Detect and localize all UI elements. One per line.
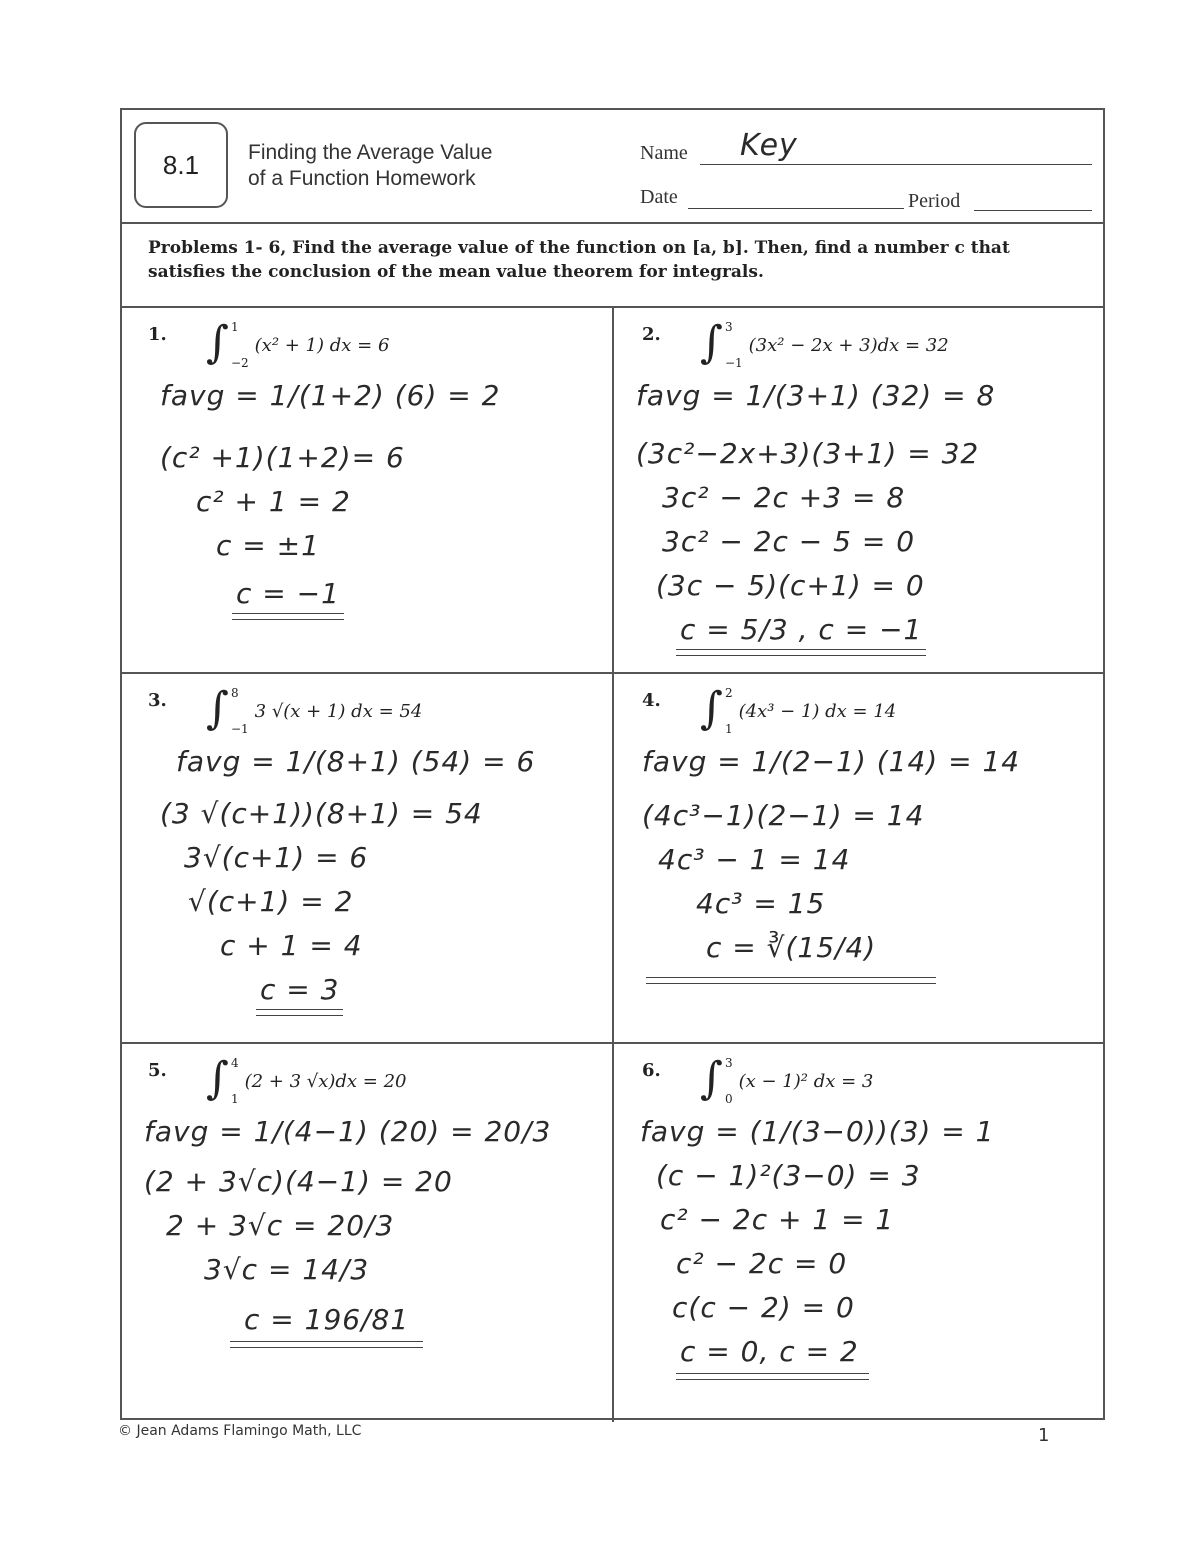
solution-step: 4c³ − 1 = 14 [658, 843, 851, 876]
integral-bounds [231, 320, 249, 370]
lower-bound: −1 [724, 356, 743, 370]
integral-sign: ∫ [206, 683, 229, 734]
lower-bound: 0 [724, 1092, 733, 1106]
solution-step: c = ±1 [216, 529, 320, 562]
problem-integral [206, 683, 423, 736]
problem-number: 1. [148, 324, 167, 345]
problem-number: 6. [642, 1060, 661, 1081]
date-line [688, 208, 904, 209]
problem-integral [700, 317, 949, 370]
problem-number: 2. [642, 324, 661, 345]
answer-text: c = 5/3 , c = −1 [680, 613, 923, 646]
grid-divider-row1 [122, 672, 1103, 674]
name-label: Name [640, 142, 688, 164]
answer-text: c = 0, c = 2 [680, 1335, 859, 1368]
upper-bound: 3 [724, 1056, 733, 1070]
lower-bound: −1 [230, 722, 249, 736]
problem-6 [620, 1046, 1100, 1406]
solution-step: c² − 2c + 1 = 1 [660, 1203, 895, 1236]
solution-steps [642, 740, 1082, 970]
problem-3 [126, 676, 606, 1036]
worksheet-header [122, 110, 1103, 224]
solution-answer [680, 1330, 859, 1374]
problem-2 [620, 310, 1100, 670]
solution-step: 2 + 3√c = 20/3 [166, 1209, 395, 1242]
solution-answer [680, 608, 922, 652]
lower-bound: 1 [724, 722, 733, 736]
problem-5 [126, 1046, 606, 1406]
upper-bound: 4 [230, 1056, 239, 1070]
answer-underline [646, 977, 936, 984]
solution-step: favg = 1/(8+1) (54) = 6 [176, 745, 536, 778]
date-label: Date [640, 186, 678, 208]
solution-step: 3√c = 14/3 [204, 1253, 370, 1286]
answer-underline [676, 1373, 869, 1380]
solution-step: (3c²−2x+3)(3+1) = 32 [636, 437, 980, 470]
lower-bound: −2 [230, 356, 249, 370]
name-line [700, 164, 1092, 165]
integral-sign: ∫ [700, 317, 723, 368]
solution-steps [640, 1110, 1080, 1374]
solution-step: 3c² − 2c +3 = 8 [662, 481, 906, 514]
solution-step: (c² +1)(1+2)= 6 [160, 441, 405, 474]
solution-answer [706, 926, 876, 970]
solution-answer [244, 1298, 409, 1342]
solution-step: c(c − 2) = 0 [672, 1291, 855, 1324]
copyright: © Jean Adams Flamingo Math, LLC [118, 1423, 362, 1439]
integrand: (x² + 1) dx = 6 [254, 334, 390, 356]
integral-bounds [725, 1056, 733, 1106]
instructions: Problems 1- 6, Find the average value of the function on [a, b]. Then, find a number c that satisfies the conclusion of the mean value theorem for integrals. [122, 222, 1103, 308]
solution-step: (2 + 3√c)(4−1) = 20 [144, 1165, 453, 1198]
integral-bounds [231, 1056, 239, 1106]
solution-step: (4c³−1)(2−1) = 14 [642, 799, 925, 832]
integrand: (4x³ − 1) dx = 14 [738, 700, 897, 722]
integrand: (2 + 3 √x)dx = 20 [244, 1070, 407, 1092]
answer-underline [232, 613, 344, 620]
solution-step: (3c − 5)(c+1) = 0 [656, 569, 925, 602]
lower-bound: 1 [230, 1092, 239, 1106]
solution-step: favg = 1/(4−1) (20) = 20/3 [144, 1115, 552, 1148]
worksheet [120, 108, 1105, 1420]
answer-underline [676, 649, 926, 656]
upper-bound: 8 [230, 686, 239, 700]
solution-answer [260, 968, 339, 1012]
solution-step: c² − 2c = 0 [676, 1247, 848, 1280]
page-number: 1 [1038, 1425, 1050, 1446]
solution-step: favg = 1/(3+1) (32) = 8 [636, 379, 996, 412]
solution-steps [144, 1110, 584, 1342]
integrand: (3x² − 2x + 3)dx = 32 [748, 334, 949, 356]
solution-steps [160, 374, 600, 616]
answer-text: c = −1 [236, 577, 340, 610]
solution-step: favg = 1/(1+2) (6) = 2 [160, 379, 501, 412]
solution-step: favg = (1/(3−0))(3) = 1 [640, 1115, 995, 1148]
problem-integral [206, 317, 390, 370]
solution-step: (3 √(c+1))(8+1) = 54 [160, 797, 483, 830]
worksheet-title: Finding the Average Value of a Function Homework [248, 141, 493, 190]
problem-4 [620, 676, 1100, 1036]
solution-steps [160, 740, 600, 1012]
solution-steps [636, 374, 1076, 652]
solution-step: 3c² − 2c − 5 = 0 [662, 525, 916, 558]
problem-number: 5. [148, 1060, 167, 1081]
period-line [974, 210, 1092, 211]
solution-answer [236, 572, 340, 616]
solution-step: c + 1 = 4 [220, 929, 363, 962]
answer-text: c = 196/81 [244, 1303, 410, 1336]
problem-integral [700, 683, 897, 736]
integral-sign: ∫ [700, 683, 723, 734]
answer-text: c = ∛(15/4) [706, 931, 877, 964]
upper-bound: 3 [724, 320, 733, 334]
answer-underline [230, 1341, 423, 1348]
period-label: Period [908, 190, 961, 212]
answer-text: c = 3 [260, 973, 340, 1006]
solution-step: c² + 1 = 2 [196, 485, 351, 518]
upper-bound: 2 [724, 686, 733, 700]
problem-integral [700, 1053, 874, 1106]
solution-step: √(c+1) = 2 [188, 885, 354, 918]
integral-bounds [725, 320, 743, 370]
integral-sign: ∫ [206, 1053, 229, 1104]
upper-bound: 1 [230, 320, 239, 334]
solution-step: 3√(c+1) = 6 [184, 841, 369, 874]
integral-bounds [725, 686, 733, 736]
solution-step: 4c³ = 15 [696, 887, 826, 920]
integral-bounds [231, 686, 249, 736]
problem-number: 3. [148, 690, 167, 711]
integral-sign: ∫ [700, 1053, 723, 1104]
grid-divider-vertical [612, 308, 614, 1422]
problem-number: 4. [642, 690, 661, 711]
problem-1 [126, 310, 606, 670]
name-value: Key [740, 128, 798, 163]
solution-step: favg = 1/(2−1) (14) = 14 [642, 745, 1021, 778]
integral-sign: ∫ [206, 317, 229, 368]
solution-step: (c − 1)²(3−0) = 3 [656, 1159, 921, 1192]
problem-integral [206, 1053, 407, 1106]
lesson-number-badge [134, 122, 228, 208]
grid-divider-row2 [122, 1042, 1103, 1044]
answer-underline [256, 1009, 343, 1016]
integrand: (x − 1)² dx = 3 [738, 1070, 874, 1092]
lesson-number: 8.1 [162, 149, 200, 180]
integrand: 3 √(x + 1) dx = 54 [254, 700, 423, 722]
